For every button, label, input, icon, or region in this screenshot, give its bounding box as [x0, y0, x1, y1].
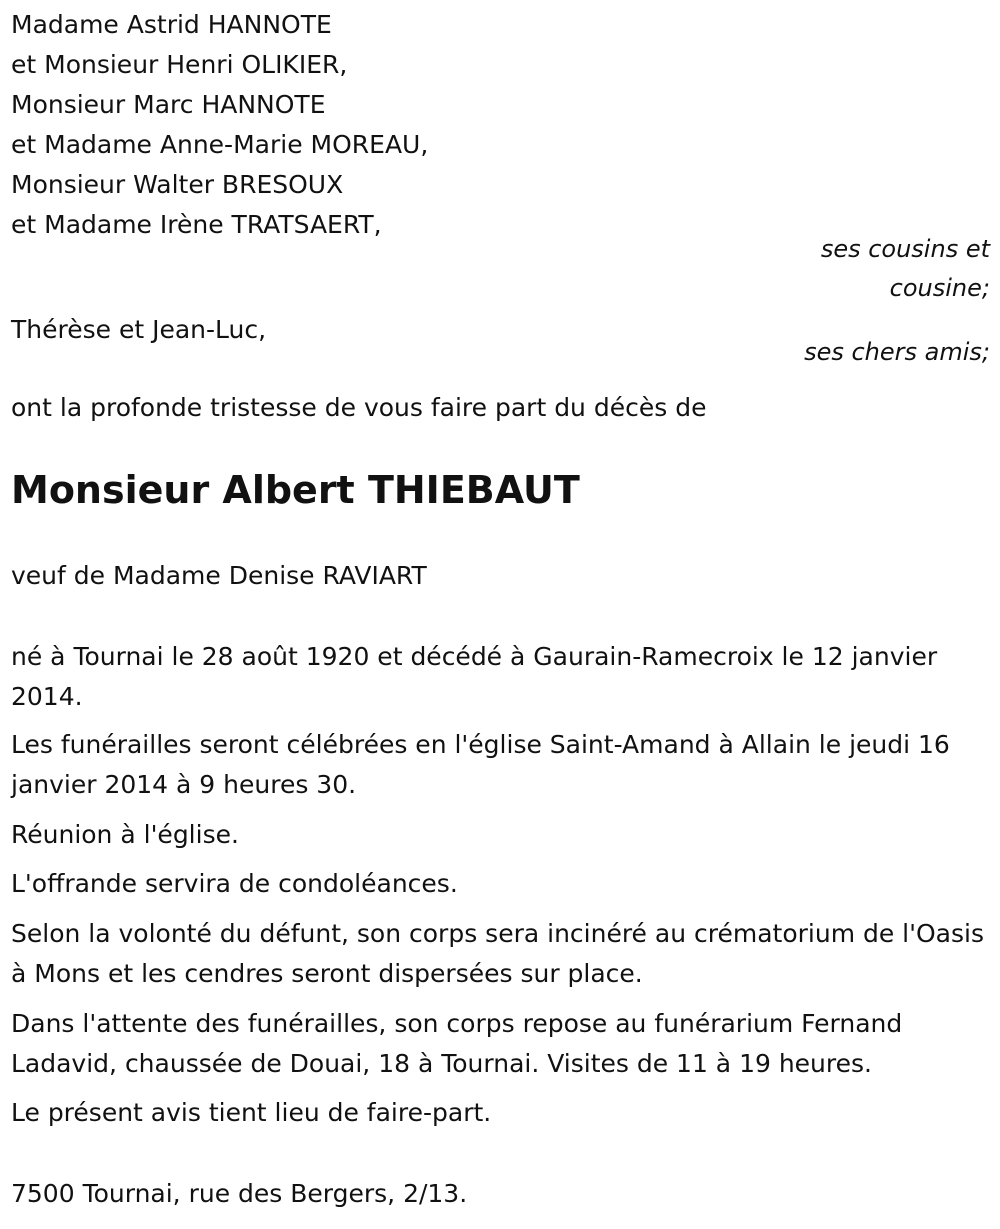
funeral-home-paragraph: Dans l'attente des funérailles, son corps repose au funérarium Fernand Ladavid, chaussée de Douai, 18 à Tournai. Visites de 11 à 19 heures. [11, 1009, 903, 1078]
birth-death-paragraph: né à Tournai le 28 août 1920 et décédé à Gaurain-Ramecroix le 12 janvier 2014. [11, 642, 938, 711]
cousins-relation-line-1: ses cousins et [820, 235, 990, 263]
cousins-relation-line-2: cousine; [889, 274, 990, 302]
funeral-paragraph: Les funérailles seront célébrées en l'église Saint-Amand à Allain le jeudi 16 janvier 2014 à 9 heures 30. [11, 730, 950, 799]
deceased-name: Monsieur Albert THIEBAUT [11, 468, 580, 512]
cousin-line-3: Monsieur Marc HANNOTE [11, 90, 326, 119]
widower-line: veuf de Madame Denise RAVIART [11, 561, 427, 590]
friends-line: Thérèse et Jean-Luc, [11, 315, 267, 344]
friends-relation: ses chers amis; [804, 338, 990, 366]
cremation-paragraph: Selon la volonté du défunt, son corps sera incinéré au crématorium de l'Oasis à Mons et les cendres seront dispersées sur place. [11, 919, 984, 988]
cousin-line-4: et Madame Anne-Marie MOREAU, [11, 130, 429, 159]
cousin-line-1: Madame Astrid HANNOTE [11, 10, 332, 39]
meeting-paragraph: Réunion à l'église. [11, 820, 239, 849]
cousin-line-6: et Madame Irène TRATSAERT, [11, 210, 382, 239]
announcement-text: ont la profonde tristesse de vous faire part du décès de [11, 393, 707, 422]
notice-paragraph: Le présent avis tient lieu de faire-part. [11, 1098, 492, 1127]
cousin-line-5: Monsieur Walter BRESOUX [11, 170, 344, 199]
cousin-line-2: et Monsieur Henri OLIKIER, [11, 50, 348, 79]
address-line: 7500 Tournai, rue des Bergers, 2/13. [11, 1179, 468, 1208]
offering-paragraph: L'offrande servira de condoléances. [11, 869, 458, 898]
